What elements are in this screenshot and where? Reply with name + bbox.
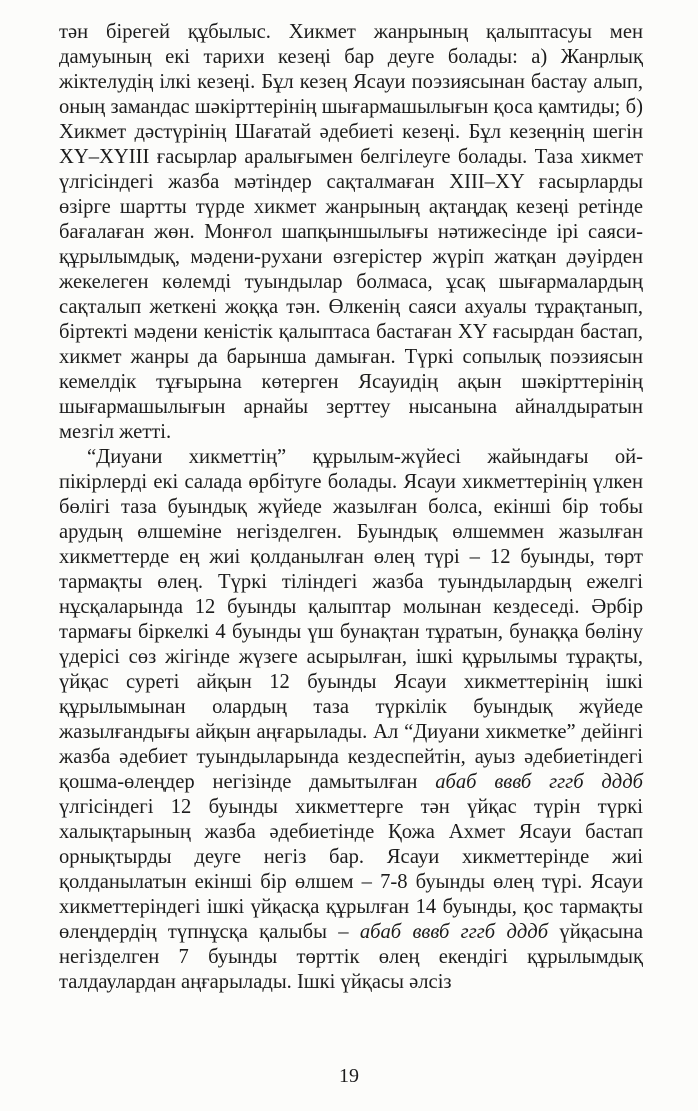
rhyme-scheme-2: абаб вввб гггб дддб: [359, 921, 549, 943]
body-text: [59, 20, 643, 995]
page-number: 19: [339, 1065, 359, 1087]
paragraph-2-part-2: үлгісіндегі 12 буынды хикметтерге тән үйқас түрін түркі халықтарының жазба әдебиетінде Қожа Ахмет Ясауи бастап орнықтырды деуге негіз бар. Ясауи хикметтерінде жиі қолданылатын екінші бір өлшем – 7-8 буынды өлең түрі. Ясауи хикметтеріндегі ішкі үйқасқа құрылған 14 буынды, қос тармақты өлеңдердің түпнұсқа қалыбы –: [59, 796, 643, 943]
paragraph-2-part-1: “Диуани хикметтің” құрылым-жүйесі жайындағы ой-пікірлерді екі салада өрбітуге болады. Ясауи хикметтерінің үлкен бөлігі таза буындық жүйеде жазылған болса, екінші бір тобы арудың өлшеміне негізделген. Буындық өлшеммен жазылған хикметтерде ең жиі қолданылған өлең түрі – 12 буынды, төрт тармақты өлең. Түркі тіліндегі жазба туындылардың ежелгі нұсқаларында 12 буынды қалыптар молынан кездеседі. Әрбір тармағы біркелкі 4 буынды үш бунақтан тұратын, бунаққа бөліну үдерісі сөз жігінде жүзеге асырылған, ішкі құрылымы тұрақты, үйқас суреті айқын 12 буынды Ясауи хикметтерінің ішкі құрылымынан олардың таза түркілік буындық жүйеде жазылғандығы айқын аңғарылады. Ал “Диуани хикметке” дейінгі жазба әдебиет туындыларында кездеспейтін, ауыз әдебиетіндегі қошма-өлеңдер негізінде дамытылған: [59, 446, 643, 793]
paragraph-1: тән бірегей құбылыс. Хикмет жанрының қалыптасуы мен дамуының екі тарихи кезеңі бар деуге болады: а) Жанрлық жіктелудің ілкі кезеңі. Бұл кезең Ясауи поэзиясынан бастау алып, оның замандас шәкірттерінің шығармашылығын қоса қамтиды; б) Хикмет дәстүрінің Шағатай әдебиеті кезеңі. Бұл кезеңнің шегін XY–XYIII ғасырлар аралығымен белгілеуге болады. Таза хикмет үлгісіндегі жазба мәтіндер сақталмаған XIII–XY ғасырларды өзірге шартты түрде хикмет жанрының ақтаңдақ кезеңі ретінде бағалаған жөн. Монғол шапқыншылығы нәтижесінде ірі саяси-құрылымдық, мәдени-рухани өзгерістер жүріп жатқан дәуірден жекелеген көлемді туындылар болмаса, ұсақ шығармалардың сақталып жеткені жоққа тән. Өлкенің саяси ахуалы тұрақтанып, біртекті мәдени кеністік қалыптаса бастаған XY ғасырдан бастап, хикмет жанры да барынша дамыған. Түркі сопылық поэзиясын кемелдік тұғырына көтерген Ясауидің ақын шәкірттерінің шығармашылығын арнайы зерттеу нысанына айналдыратын мезгіл жетті.: [59, 21, 643, 443]
paragraph-2: [59, 445, 643, 995]
rhyme-scheme-1: абаб вввб гггб дддб: [435, 771, 643, 793]
paragraph-2-part-3: үйқасына негізделген 7 буынды төрттік өлең екендігі құрылымдық талдаулардан аңғарылады. Ішкі үйқасы әлсіз: [59, 921, 643, 993]
